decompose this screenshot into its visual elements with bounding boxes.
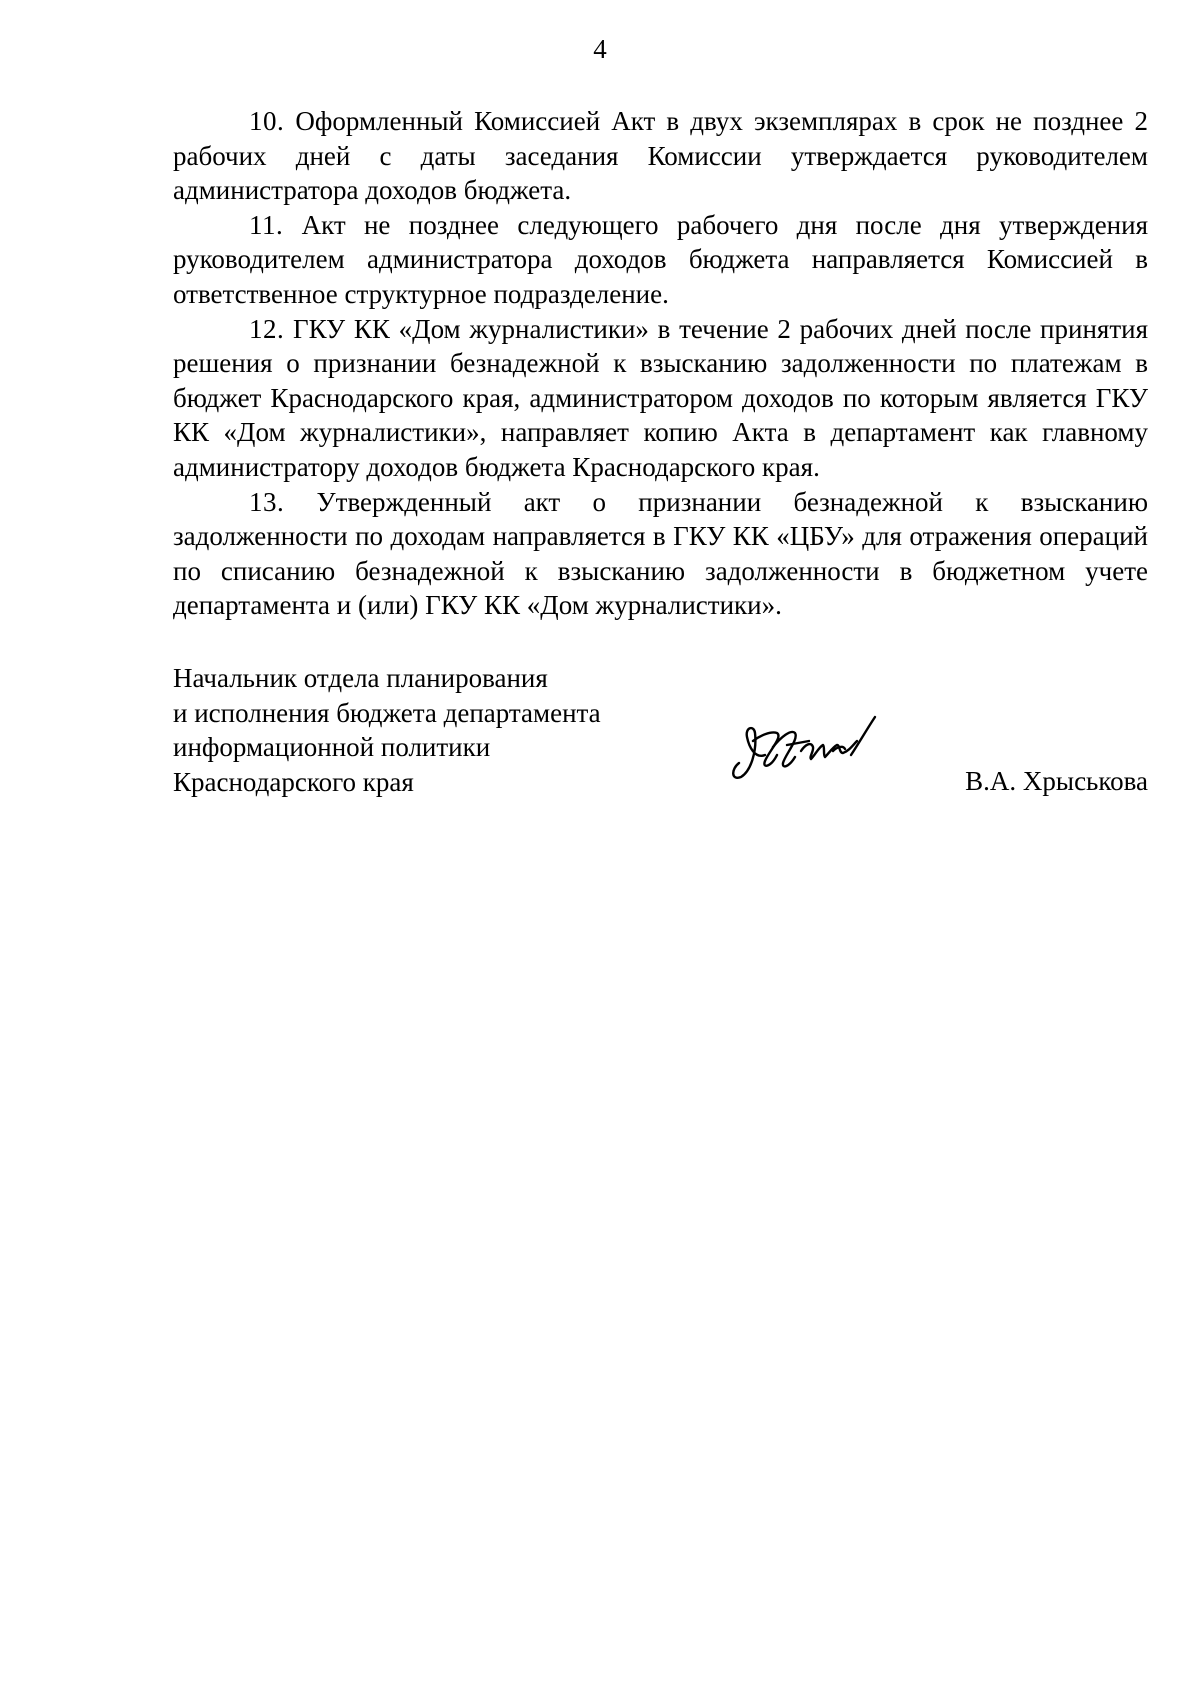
paragraph-13	[173, 485, 1148, 623]
position-line: информационной политики	[173, 732, 491, 762]
paragraph-text: Акт не позднее следующего рабочего дня после дня утверждения руководителем администратора доходов бюджета направляется Комиссией в ответственное структурное подразделение.	[173, 209, 1149, 309]
signature-block	[173, 661, 1148, 801]
position-line: и исполнения бюджета департамента	[173, 697, 601, 728]
handwritten-signature	[725, 711, 885, 791]
signer-position	[173, 661, 601, 799]
paragraph-12	[173, 312, 1148, 485]
paragraph-11	[173, 208, 1148, 312]
paragraph-10	[173, 104, 1148, 208]
signer-name: В.А. Хрыськова	[965, 766, 1148, 796]
document-body	[173, 104, 1148, 623]
paragraph-text: Утвержденный акт о признании безнадежной к взысканию задолженности по доходам направляется в ГКУ КК «ЦБУ» для отражения операций по списанию безнадежной к взысканию задолженности в бюджетном учете департамента и (или) ГКУ КК «Дом журналистики».	[173, 486, 1149, 621]
page-number: 4	[593, 34, 607, 64]
paragraph-text: ГКУ КК «Дом журналистики» в течение 2 рабочих дней после принятия решения о признании безнадежной к взысканию задолженности по платежам в бюджет Краснодарского края, администратором доходов по которым является ГКУ КК «Дом журналистики», направляет копию Акта в департамент как главному администратору доходов бюджета Краснодарского края.	[173, 313, 1148, 482]
position-line: Краснодарского края	[173, 766, 414, 797]
paragraph-number: 13.	[249, 486, 285, 517]
paragraph-number: 10.	[249, 106, 285, 136]
paragraph-text: Оформленный Комиссией Акт в двух экземплярах в срок не позднее 2 рабочих дней с даты заседания Комиссии утверждается руководителем администратора доходов бюджета.	[173, 106, 1149, 206]
paragraph-number: 11.	[249, 209, 284, 240]
position-line: Начальник отдела планирования	[173, 663, 548, 693]
paragraph-number: 12.	[249, 313, 285, 344]
